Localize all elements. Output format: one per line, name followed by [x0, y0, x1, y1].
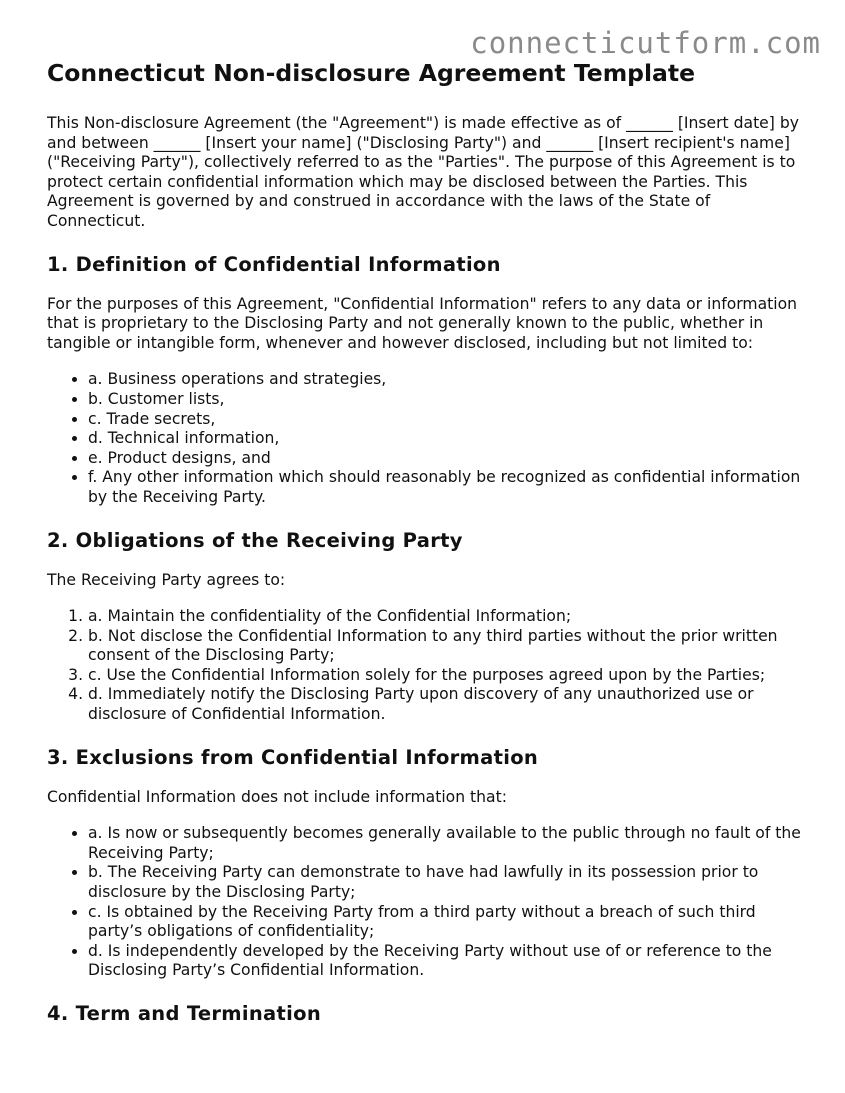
list-item: • c. Trade secrets, [88, 410, 807, 430]
section-4-heading: 4. Term and Termination [47, 1002, 321, 1025]
list-item: 3. c. Use the Confidential Information solely for the purposes agreed upon by the Parties; [88, 666, 807, 686]
section-1-heading: 1. Definition of Confidential Information [47, 252, 501, 276]
list-item: 2. b. Not disclose the Confidential Information to any third parties without the prior written consent of the Disclosing Party; [88, 627, 807, 666]
section-3-list [47, 824, 807, 981]
section-2-paragraph: The Receiving Party agrees to: [47, 570, 286, 589]
section-3-heading: 3. Exclusions from Confidential Information [47, 745, 539, 769]
section-1-paragraph: For the purposes of this Agreement, "Confidential Information" refers to any data or information that is proprietary to the Disclosing Party and not generally known to the public, whether in tangible or intangible form, whenever and however disclosed, including but not limited to: [47, 294, 798, 352]
list-item: • a. Business operations and strategies, [88, 370, 807, 390]
list-item: • e. Product designs, and [88, 449, 807, 469]
list-item: • a. Is now or subsequently becomes generally available to the public through no fault of the Receiving Party; [88, 824, 807, 863]
site-watermark: connecticutform.com [470, 26, 821, 60]
document-title: Connecticut Non-disclosure Agreement Template [47, 59, 696, 87]
list-item: • b. Customer lists, [88, 390, 807, 410]
section-1-list [47, 370, 807, 507]
list-item: 4. d. Immediately notify the Disclosing Party upon discovery of any unauthorized use or disclosure of Confidential Information. [88, 685, 807, 724]
section-3-paragraph: Confidential Information does not include information that: [47, 787, 507, 806]
document-page [47, 56, 807, 1027]
list-item: • d. Is independently developed by the Receiving Party without use of or reference to the Disclosing Party’s Confidential Information. [88, 942, 807, 981]
list-item: • f. Any other information which should reasonably be recognized as confidential information by the Receiving Party. [88, 468, 807, 507]
section-2-heading: 2. Obligations of the Receiving Party [47, 528, 463, 552]
list-item: • b. The Receiving Party can demonstrate to have had lawfully in its possession prior to disclosure by the Disclosing Party; [88, 863, 807, 902]
section-2-list [47, 607, 807, 725]
intro-paragraph: This Non-disclosure Agreement (the "Agreement") is made effective as of ______ [Insert date] by and between ______ [Insert your name] ("Disclosing Party") and ______ [Insert recipient's name] ("Receiving Party"), collectively referred to as the "Parties". The purpose of this Agreement is to protect certain confidential information which may be disclosed between the Parties. This Agreement is governed by and construed in accordance with the laws of the State of Connecticut. [47, 114, 799, 230]
list-item: • d. Technical information, [88, 429, 807, 449]
list-item: • c. Is obtained by the Receiving Party from a third party without a breach of such third party’s obligations of confidentiality; [88, 903, 807, 942]
list-item: 1. a. Maintain the confidentiality of the Confidential Information; [88, 607, 807, 627]
